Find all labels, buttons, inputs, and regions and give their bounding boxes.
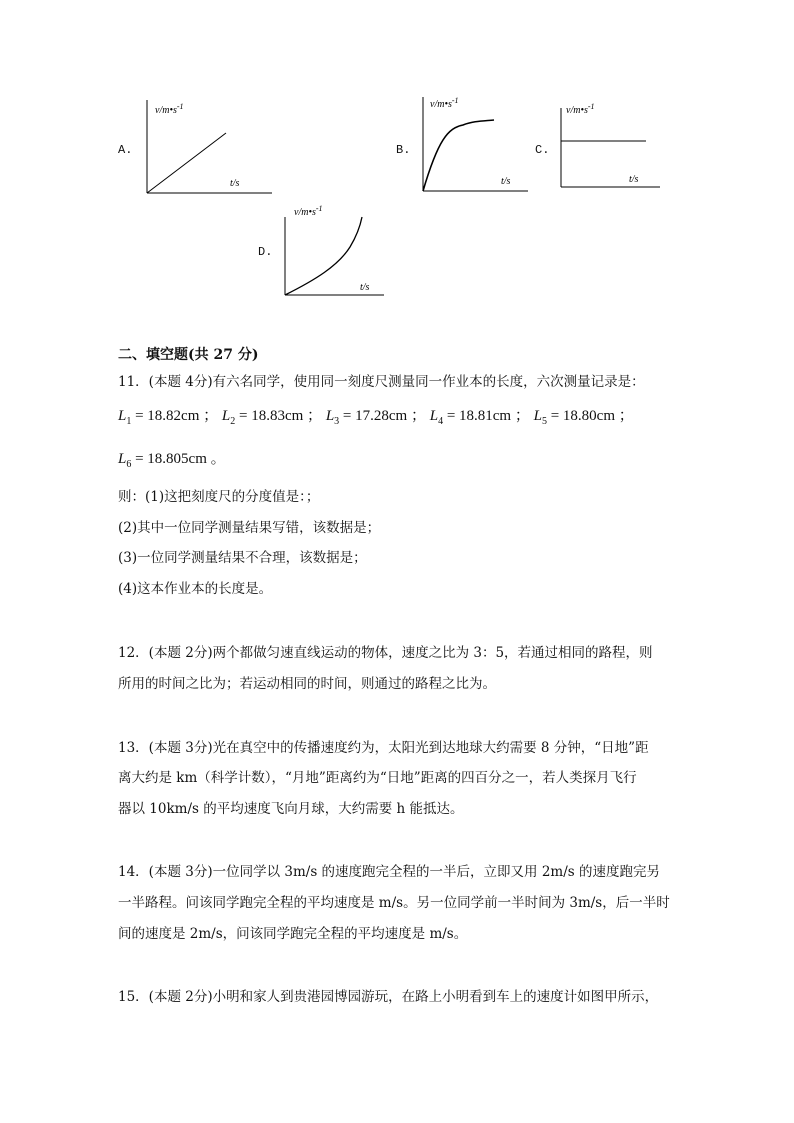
graph-a-ylabel: $v/m•s^{-1}$ <box>155 102 184 116</box>
q11-sub3: (3)一位同学测量结果不合理，该数据是； <box>118 550 367 566</box>
q11-sub2: (2)其中一位同学测量结果写错，该数据是； <box>118 520 381 536</box>
graph-c-ylabel: $v/m•s^{-1}$ <box>566 102 595 116</box>
section-title: 二、填空题(共 27 分) <box>118 347 259 363</box>
graph-c-xlabel: t/s <box>629 174 639 185</box>
q14-line1: 14．(本题 3分)一位同学以 3m/s 的速度跑完全程的一半后，立即又用 2m/s 的速度跑完另 <box>118 864 660 880</box>
measurement-l3: $L_3 = 17.28cm$ ； <box>325 408 426 427</box>
q14-line3: 间的速度是 2m/s，问该同学跑完全程的平均速度是 m/s。 <box>118 926 468 942</box>
measurement-l6: $L_6 = 18.805cm$ 。 <box>118 451 226 470</box>
q11-sub4: (4)这本作业本的长度是。 <box>118 581 273 597</box>
graph-c <box>555 100 665 192</box>
measurement-l4: $L_4 = 18.81cm$ ； <box>429 408 530 427</box>
graph-d-xlabel: t/s <box>360 282 370 293</box>
graph-a <box>140 95 280 205</box>
graph-b <box>418 95 533 195</box>
graph-b-ylabel: $v/m•s^{-1}$ <box>430 96 459 110</box>
q13-line3: 器以 10km/s 的平均速度飞向月球，大约需要 h 能抵达。 <box>118 801 464 817</box>
graph-b-curve <box>423 120 494 191</box>
option-c-letter: C. <box>535 143 550 157</box>
graph-d <box>280 202 390 302</box>
q12-line1: 12．(本题 2分)两个都做匀速直线运动的物体，速度之比为 3：5，若通过相同的路程，则 <box>118 645 653 661</box>
q11-intro: 11．(本题 4分)有六名同学，使用同一刻度尺测量同一作业本的长度，六次测量记录是： <box>118 374 645 390</box>
q11-measurements <box>118 406 634 432</box>
q12-line2: 所用的时间之比为；若运动相同的时间，则通过的路程之比为。 <box>118 676 496 692</box>
q15-line1: 15．(本题 2分)小明和家人到贵港园博园游玩，在路上小明看到车上的速度计如图甲所示， <box>118 989 659 1005</box>
q13-line2: 离大约是 km（科学计数），“月地”距离约为“日地”距离的四百分之一，若人类探月飞行 <box>118 770 637 786</box>
q14-line2: 一半路程。问该同学跑完全程的平均速度是 m/s。另一位同学前一半时间为 3m/s，后一半时 <box>118 895 670 911</box>
graph-d-ylabel: $v/m•s^{-1}$ <box>294 204 323 218</box>
measurement-l1: $L_1 = 18.82cm$ ； <box>118 408 219 427</box>
graph-a-curve <box>147 133 226 193</box>
option-d-letter: D. <box>258 245 273 259</box>
graph-b-xlabel: t/s <box>501 176 511 187</box>
option-a-letter: A. <box>118 143 133 157</box>
option-b-letter: B. <box>396 143 411 157</box>
measurement-l2: $L_2 = 18.83cm$ ； <box>221 408 323 427</box>
graph-d-curve <box>285 217 362 295</box>
measurement-l5: $L_5 = 18.80cm$ ； <box>533 408 634 427</box>
q11-sub1: 则：(1)这把刻度尺的分度值是：； <box>118 489 320 505</box>
graph-a-xlabel: t/s <box>230 178 240 189</box>
q13-line1: 13．(本题 3分)光在真空中的传播速度约为，太阳光到达地球大约需要 8 分钟，“日地”距 <box>118 740 649 756</box>
